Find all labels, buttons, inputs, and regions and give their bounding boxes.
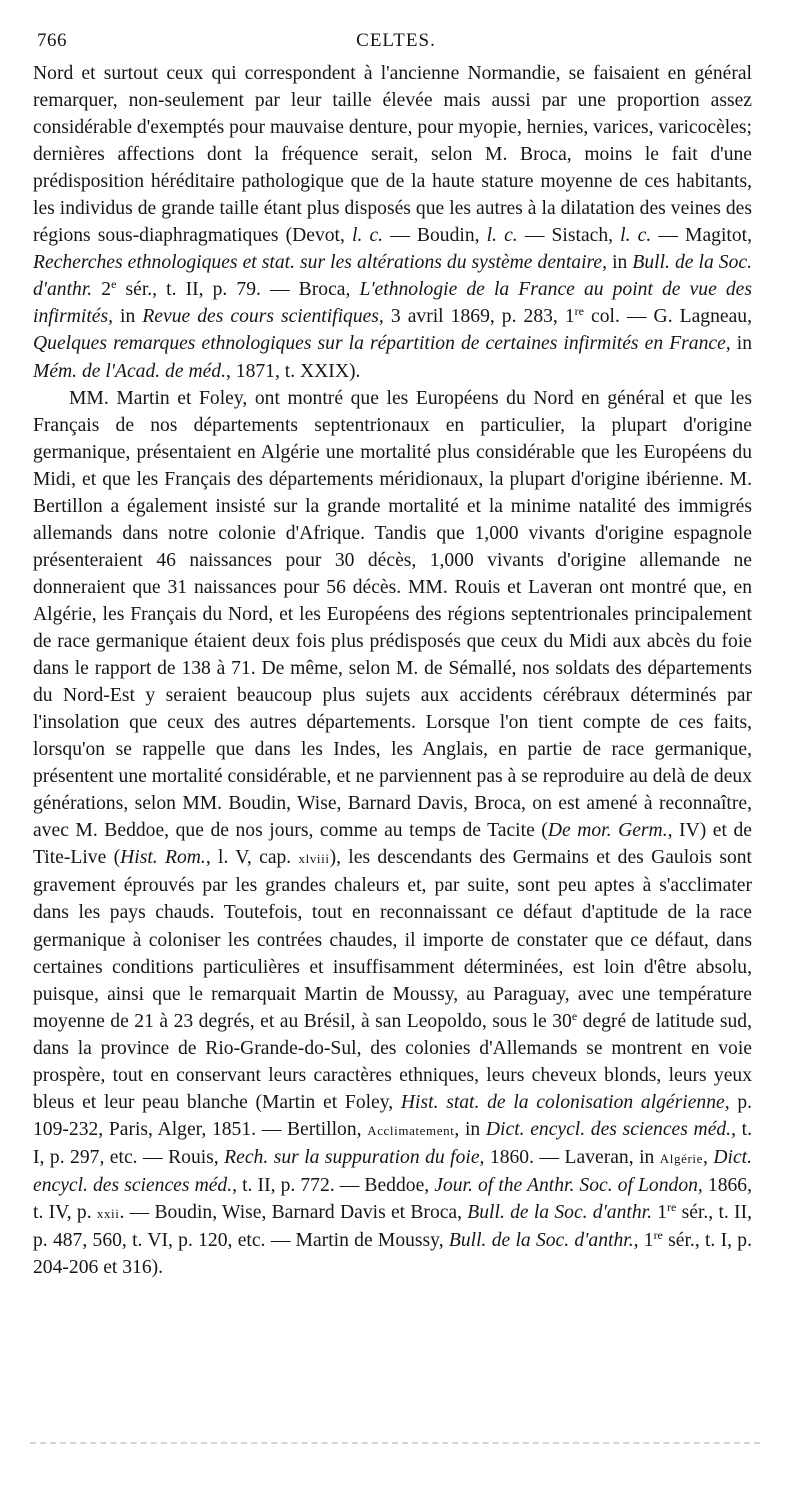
text-run: MM. Martin et Foley, ont montré que les Européens du Nord en général et que les Français de nos départements septentrionaux en particulier, la plupart d'origine germanique, présentaient en Algérie une mortalité plus considérable que les Européens du Midi, et que les Français des départements méridionaux, la plupart d'origine ibérienne. M. Bertillon a également insisté sur la grande mortalité et la minime natalité des immigrés allemands dans notre colonie d'Afrique. Tandis que 1,000 vivants d'origine espagnole présenteraient 46 naissances pour 30 décès, 1,000 vivants d'origine allemande ne donneraient que 31 naissances pour 56 décès. MM. Rouis et Laveran ont montré que, en Algérie, les Français du Nord, et les Européens des régions septentrionales principalement de race germanique étaient deux fois plus prédisposés que ceux du Midi aux abcès du foie dans le rapport de 138 à 71. De même, selon M. de Sémallé, nos soldats des départements du Nord-Est y seraient beaucoup plus sujets aux accidents cérébraux déterminés par l'insolation que ceux des autres départements. Lorsque l'on tient compte de ces faits, lorsqu'on se rappelle que dans les Indes, les Anglais, en partie de race germanique, présentent une mortalité considérable, et ne parviennent pas à se reproduire au delà de deux générations, selon MM. Boudin, Wise, Barnard Davis, Broca, on est amené à reconnaître, avec M. Beddoe, que de nos jours, comme au temps de Tacite ( [33,387,752,842]
page-body [33,60,752,1281]
citation-abbrev: l. c. [486,225,518,247]
entry-title: Acclimatement [367,1122,455,1138]
text-run: col. — G. Lagneau, [584,306,752,328]
text-run: Nord et surtout ceux qui correspondent à l'ancienne Normandie, se faisaient en général remarquer, non-seulement par leur taille élevée mais aussi par une proportion assez considérable d'exemptés pour mauvaise denture, pour myopie, hernies, varices, varicocèles; dernières affections dont la fréquence serait, selon M. Broca, moins le fait d'une prédisposition héréditaire pathologique que de la haute stature moyenne de ces habitants, les individus de grande taille étant plus disposés que les autres à la dilatation des veines des régions sous-diaphragmatiques (Devot, [33,63,752,247]
work-title: Hist. Rom. [120,847,206,869]
text-run: . — Boudin, Wise, Barnard Davis et Broca, [119,1201,468,1223]
journal-title: Bull. de la Soc. d'anthr. [33,252,752,301]
superscript: re [574,304,584,319]
page-header [37,30,755,56]
text-run: , t. II, p. 772. — Beddoe, [232,1174,435,1196]
text-run: in [730,333,752,355]
text-run: , IV) et de Tite-Live ( [33,820,752,869]
roman-numeral: xlviii [298,851,330,867]
text-run: , [702,1146,714,1168]
text-run: p. 109-232, Paris, Alger, 1851. — Bertillon, [33,1091,753,1140]
work-title: Quelques remarques ethnologiques sur la répartition de certaines infirmités en France, [33,333,731,355]
text-run: — Magitot, [651,225,752,247]
work-title: L'ethnologie de la France au point de vue des infirmités, [33,279,752,328]
journal-title: Revue des cours scientifiques, [142,306,384,328]
work-title: Hist. stat. de la colonisation algérienne, [400,1091,730,1113]
page-number: 766 [37,30,67,51]
superscript: e [571,1008,578,1023]
work-title: De mor. Germ. [547,820,668,842]
paragraph-continued [33,60,752,385]
text-run: — Boudin, [383,225,487,247]
text-run: , 1871, t. XXIX). [225,360,361,382]
text-run: — Sistach, [517,225,621,247]
journal-title: Bull. de la Soc. d'anthr. [448,1230,634,1252]
paragraph [33,385,752,1282]
text-run: ), les descendants des Germains et des Gaulois sont gravement éprouvés par les grandes chaleurs et, par suite, sont peu aptes à s'acclimater dans les pays chauds. Toutefois, tout en reconnaissant ce défaut d'aptitude de la race germanique à coloniser les contrées chaudes, il importe de constater que ce défaut, dans certaines conditions particulières et insuffisamment déterminées, est loin d'être absolu, puisque, ainsi que le remarquait Martin de Moussy, au Paraguay, avec une température moyenne de 21 à 23 degrés, et au Brésil, à san Leopoldo, sous le 30 [33,847,753,1032]
journal-title: Bull. de la Soc. d'anthr. [467,1201,652,1223]
text-run: sér., t. II, p. 79. — Broca, [116,279,360,301]
text-run: 1 [651,1201,668,1223]
superscript: re [667,1199,677,1214]
superscript: re [653,1228,663,1243]
text-run: sér., t. II, p. 487, 560, t. VI, p. 120, etc. — Martin de Moussy, [33,1201,752,1252]
work-title: Dict. encycl. des sciences méd. [485,1118,732,1140]
text-run: sér., t. I, p. 204-206 et 316). [33,1230,752,1279]
text-run: , in [454,1118,486,1140]
citation-abbrev: l. c. [352,225,384,247]
superscript: e [111,277,117,292]
text-run: 3 avril 1869, p. 283, 1 [383,306,575,328]
work-title: Dict. encycl. des sciences méd. [33,1146,752,1196]
text-run: 2 [92,279,112,301]
citation-abbrev: l. c. [620,225,652,247]
text-run: degré de latitude sud, dans la province de Rio-Grande-do-Sul, des colonies d'Allemands se montrent en voie prospère, tout en conservant leurs caractères ethniques, leurs cheveux blonds, leurs yeux bleus et leur peau blanche (Martin et Foley, [33,1010,752,1113]
text-run: in [607,252,633,274]
running-title: CELTES. [356,30,436,51]
text-run: , l. V, cap. [205,847,299,869]
journal-title: Jour. of the Anthr. Soc. of London, [434,1174,703,1196]
text-run: , 1 [633,1230,654,1252]
text-run: in [113,306,143,328]
entry-title: Algérie [659,1150,703,1166]
text-run: , t. I, p. 297, etc. — Rouis, [33,1118,753,1168]
text-run: 1866, t. IV, p. [33,1174,753,1223]
work-title: Recherches ethnologiques et stat. sur les altérations du système dentaire, [33,252,608,274]
roman-numeral: xxii [96,1205,120,1221]
work-title: Rech. sur la suppuration du foie, [224,1146,485,1168]
text-run: 1860. — Laveran, in [484,1146,660,1168]
journal-title: Mém. de l'Acad. de méd. [33,360,226,382]
bleed-through-rule [30,1442,760,1450]
